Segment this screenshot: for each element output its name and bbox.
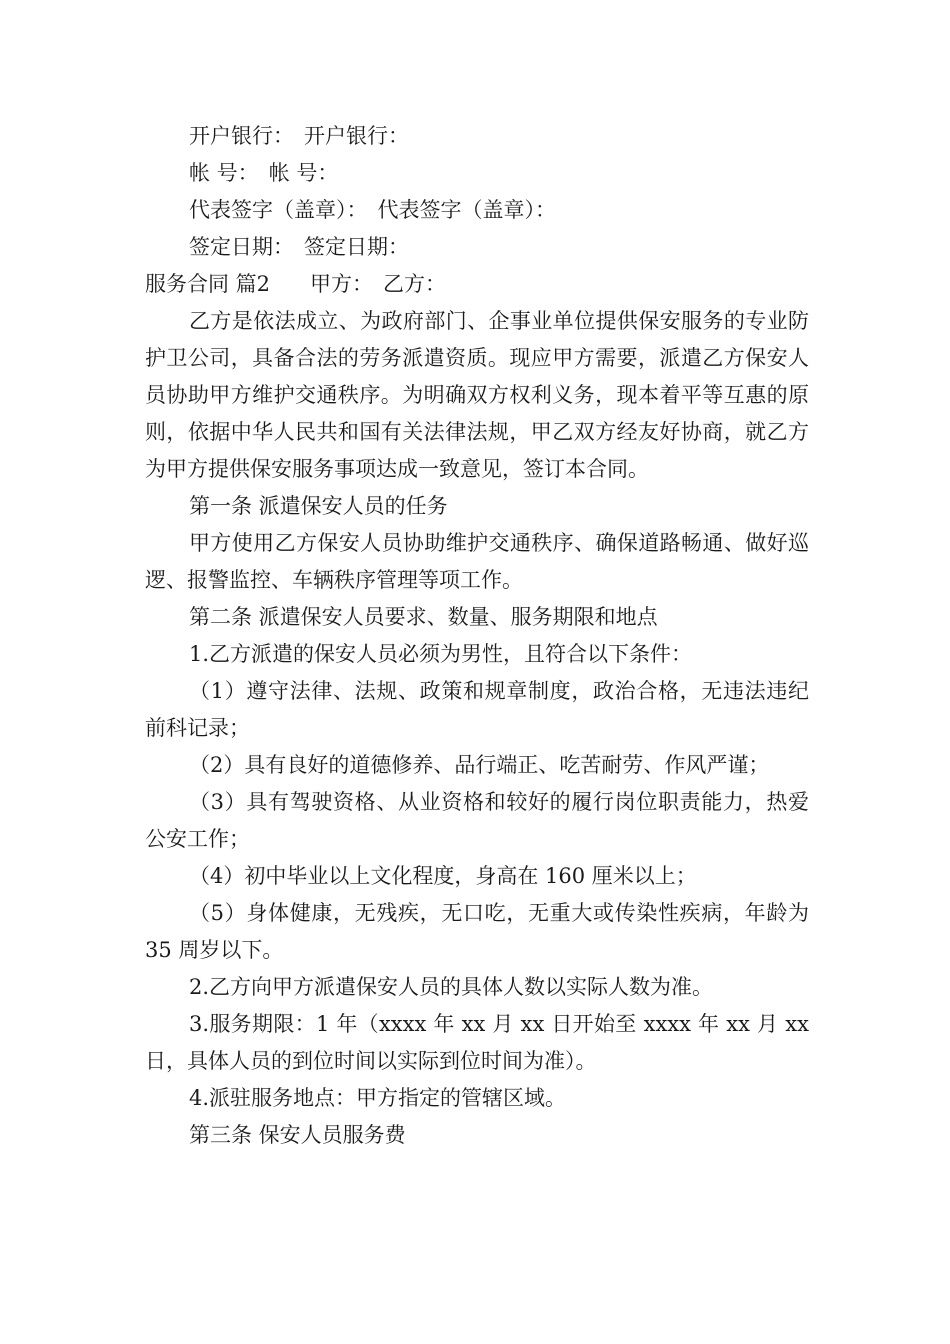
article-2-item-4: 4.派驻服务地点：甲方指定的管辖区域。 (189, 1086, 567, 1110)
account-label-party-a: 帐 号： (189, 161, 259, 185)
condition-3: （3）具有驾驶资格、从业资格和较好的履行岗位职责能力，热爱公安工作； (145, 790, 809, 851)
date-label-party-b: 签定日期： (304, 235, 409, 259)
date-label-party-a: 签定日期： (189, 235, 294, 259)
rep-label-party-b: 代表签字（盖章）： (377, 198, 556, 222)
article-3-title: 第三条 保安人员服务费 (189, 1123, 406, 1147)
contract-heading: 服务合同 篇2 (145, 272, 271, 296)
condition-4: （4）初中毕业以上文化程度，身高在 160 厘米以上； (189, 864, 697, 888)
document-body (145, 118, 809, 1154)
article-1-title: 第一条 派遣保安人员的任务 (189, 494, 448, 518)
contract-heading-line (145, 266, 809, 303)
condition-5: （5）身体健康，无残疾，无口吃，无重大或传染性疾病，年龄为 35 周岁以下。 (145, 901, 809, 962)
representative-line (145, 192, 809, 229)
condition-2: （2）具有良好的道德修养、品行端正、吃苦耐劳、作风严谨； (189, 753, 770, 777)
condition-1: （1）遵守法律、法规、政策和规章制度，政治合格，无违法违纪前科记录； (145, 679, 809, 740)
article-1-text: 甲方使用乙方保安人员协助维护交通秩序、确保道路畅通、做好巡逻、报警监控、车辆秩序管理等项工作。 (145, 531, 809, 592)
intro-paragraph: 乙方是依法成立、为政府部门、企事业单位提供保安服务的专业防护卫公司，具备合法的劳务派遣资质。现应甲方需要，派遣乙方保安人员协助甲方维护交通秩序。为明确双方权利义务，现本着平等互惠的原则，依据中华人民共和国有关法律法规，甲乙双方经友好协商，就乙方为甲方提供保安服务事项达成一致意见，签订本合同。 (145, 309, 809, 481)
sign-date-line (145, 229, 809, 266)
account-label-party-b: 帐 号： (268, 161, 339, 185)
rep-label-party-a: 代表签字（盖章）： (189, 198, 368, 222)
party-a-label: 甲方： (310, 272, 374, 296)
bank-line (145, 118, 809, 155)
article-2-item-2: 2.乙方向甲方派遣保安人员的具体人数以实际人数为准。 (189, 975, 714, 999)
bank-label-party-b: 开户银行： (304, 124, 409, 148)
article-2-item-3: 3.服务期限：1 年（xxxx 年 xx 月 xx 日开始至 xxxx 年 xx 月 xx 日，具体人员的到位时间以实际到位时间为准）。 (145, 1012, 809, 1073)
bank-label-party-a: 开户银行： (189, 124, 294, 148)
article-2-title: 第二条 派遣保安人员要求、数量、服务期限和地点 (189, 605, 658, 629)
account-line (145, 155, 809, 192)
article-2-item-1: 1.乙方派遣的保安人员必须为男性，且符合以下条件： (189, 642, 693, 666)
party-b-label: 乙方： (383, 272, 447, 296)
